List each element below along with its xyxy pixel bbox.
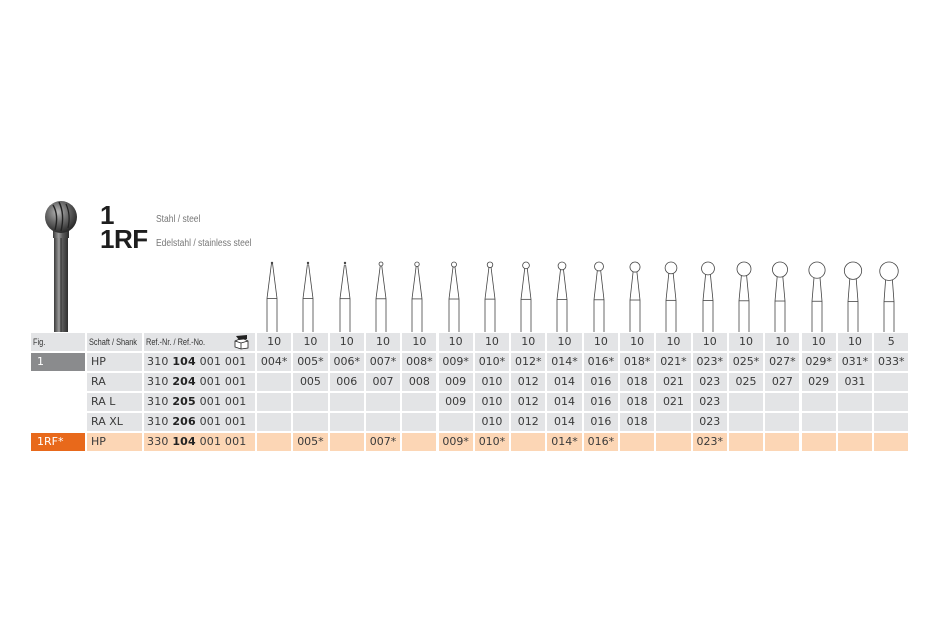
pack-quantity-005: 10 [293, 333, 327, 351]
ref-number-cell [144, 353, 255, 371]
bur-drawing-006 [329, 256, 361, 332]
size-cell-023: 023 [693, 393, 727, 411]
ref-prefix: 330 [147, 435, 169, 448]
size-cell-006 [330, 433, 364, 451]
size-cell-008 [402, 413, 436, 431]
bur-drawing-012 [510, 256, 542, 332]
ref-number-cell [144, 433, 255, 451]
size-cell-027 [765, 433, 799, 451]
pack-quantity-012: 10 [511, 333, 545, 351]
fig-cell [31, 413, 85, 431]
size-cell-029 [802, 393, 836, 411]
shank-cell: RA [87, 373, 142, 391]
ref-bold: 206 [172, 415, 196, 428]
size-cell-007: 007* [366, 353, 400, 371]
fig-cell: 1 [31, 353, 85, 371]
pack-quantity-016: 10 [584, 333, 618, 351]
size-cell-027 [765, 393, 799, 411]
ref-bold: 205 [172, 395, 196, 408]
size-cell-021: 021 [656, 373, 690, 391]
bur-drawing-009 [438, 256, 470, 332]
size-cell-025 [729, 433, 763, 451]
size-cell-006 [330, 393, 364, 411]
size-cell-006: 006 [330, 373, 364, 391]
pack-quantity-007: 10 [366, 333, 400, 351]
size-cell-007: 007 [366, 373, 400, 391]
bur-drawing-008 [401, 256, 433, 332]
header-shank: Schaft / Shank [87, 333, 142, 351]
size-cell-005 [293, 413, 327, 431]
pack-quantity-014: 10 [547, 333, 581, 351]
size-cell-006 [330, 413, 364, 431]
size-cell-031: 031* [838, 353, 872, 371]
size-cell-016: 016 [584, 413, 618, 431]
bur-drawing-027 [764, 256, 796, 332]
size-cell-033: 033* [874, 353, 908, 371]
pack-quantity-027: 10 [765, 333, 799, 351]
pack-quantity-010: 10 [475, 333, 509, 351]
size-cell-031 [838, 433, 872, 451]
size-cell-025: 025* [729, 353, 763, 371]
bur-drawing-033 [873, 256, 905, 332]
pack-quantity-025: 10 [729, 333, 763, 351]
size-cell-012: 012 [511, 413, 545, 431]
size-cell-008 [402, 433, 436, 451]
ref-suffix: 001 001 [199, 375, 247, 388]
size-cell-012: 012 [511, 373, 545, 391]
size-cell-018: 018 [620, 413, 654, 431]
ref-number-cell [144, 373, 255, 391]
size-cell-031: 031 [838, 373, 872, 391]
bur-drawing-029 [801, 256, 833, 332]
size-cell-031 [838, 413, 872, 431]
size-cell-016: 016 [584, 373, 618, 391]
size-cell-005 [293, 393, 327, 411]
bur-drawing-007 [365, 256, 397, 332]
size-cell-029 [802, 413, 836, 431]
size-cell-021 [656, 413, 690, 431]
pack-quantity-033: 5 [874, 333, 908, 351]
size-cell-023: 023 [693, 413, 727, 431]
bur-drawing-018 [619, 256, 651, 332]
figure-number-1: 1 [100, 200, 114, 230]
size-cell-009: 009 [439, 393, 473, 411]
pack-quantity-031: 10 [838, 333, 872, 351]
size-cell-025 [729, 393, 763, 411]
pack-quantity-029: 10 [802, 333, 836, 351]
size-cell-012: 012 [511, 393, 545, 411]
size-cell-012: 012* [511, 353, 545, 371]
bur-drawing-005 [292, 256, 324, 332]
size-cell-029: 029 [802, 373, 836, 391]
size-cell-007: 007* [366, 433, 400, 451]
fig-cell [31, 393, 85, 411]
size-cell-021: 021 [656, 393, 690, 411]
size-cell-004 [257, 393, 291, 411]
size-cell-027: 027* [765, 353, 799, 371]
ref-prefix: 310 [147, 415, 169, 428]
header-fig: Fig. [31, 333, 85, 351]
shank-cell: RA L [87, 393, 142, 411]
size-cell-033 [874, 413, 908, 431]
size-cell-031 [838, 393, 872, 411]
size-cell-008: 008 [402, 373, 436, 391]
bur-drawing-014 [546, 256, 578, 332]
size-cell-016: 016* [584, 353, 618, 371]
size-cell-025: 025 [729, 373, 763, 391]
size-cell-007 [366, 393, 400, 411]
pack-quantity-006: 10 [330, 333, 364, 351]
size-cell-033 [874, 393, 908, 411]
bur-drawing-010 [474, 256, 506, 332]
shank-cell: HP [87, 353, 142, 371]
fig-cell [31, 373, 85, 391]
ref-bold: 204 [172, 375, 196, 388]
bur-drawing-025 [728, 256, 760, 332]
size-cell-016: 016 [584, 393, 618, 411]
bur-drawing-004 [256, 256, 288, 332]
size-cell-023: 023* [693, 433, 727, 451]
package-quantity-icon [233, 334, 249, 350]
size-cell-014: 014* [547, 353, 581, 371]
fig-cell: 1RF* [31, 433, 85, 451]
table-header-row [31, 333, 911, 351]
table-row [31, 393, 911, 411]
size-cell-010: 010 [475, 413, 509, 431]
shank-cell: HP [87, 433, 142, 451]
size-cell-004: 004* [257, 353, 291, 371]
ref-bold: 104 [172, 435, 196, 448]
size-cell-008: 008* [402, 353, 436, 371]
size-cell-016: 016* [584, 433, 618, 451]
size-cell-009 [439, 413, 473, 431]
size-cell-010: 010 [475, 373, 509, 391]
figure-number-1rf: 1RF [100, 224, 148, 254]
size-cell-007 [366, 413, 400, 431]
pack-quantity-023: 10 [693, 333, 727, 351]
size-cell-018: 018 [620, 393, 654, 411]
size-cell-005: 005* [293, 353, 327, 371]
size-cell-029 [802, 433, 836, 451]
size-cell-005: 005* [293, 433, 327, 451]
size-cell-023: 023* [693, 353, 727, 371]
ref-suffix: 001 001 [199, 395, 247, 408]
size-cell-018: 018* [620, 353, 654, 371]
ref-number-cell [144, 393, 255, 411]
size-cell-004 [257, 413, 291, 431]
ref-suffix: 001 001 [199, 355, 247, 368]
shank-cell: RA XL [87, 413, 142, 431]
bur-drawing-031 [837, 256, 869, 332]
size-cell-023: 023 [693, 373, 727, 391]
size-cell-004 [257, 373, 291, 391]
ref-prefix: 310 [147, 355, 169, 368]
table-row [31, 433, 911, 451]
bur-drawing-021 [655, 256, 687, 332]
size-cell-021: 021* [656, 353, 690, 371]
size-cell-004 [257, 433, 291, 451]
size-cell-009: 009* [439, 353, 473, 371]
table-row [31, 413, 911, 431]
size-cell-010: 010* [475, 353, 509, 371]
pack-quantity-021: 10 [656, 333, 690, 351]
header-ref: Ref.-Nr. / Ref.-No. [144, 333, 255, 351]
size-cell-033 [874, 373, 908, 391]
pack-quantity-018: 10 [620, 333, 654, 351]
size-cell-010: 010 [475, 393, 509, 411]
bur-drawing-016 [583, 256, 615, 332]
size-cell-009: 009 [439, 373, 473, 391]
table-row [31, 373, 911, 391]
bur-drawing-023 [692, 256, 724, 332]
size-cell-008 [402, 393, 436, 411]
ref-prefix: 310 [147, 395, 169, 408]
pack-quantity-008: 10 [402, 333, 436, 351]
size-cell-025 [729, 413, 763, 431]
ref-prefix: 310 [147, 375, 169, 388]
size-cell-012 [511, 433, 545, 451]
size-cell-014: 014 [547, 393, 581, 411]
size-cell-014: 014 [547, 413, 581, 431]
size-cell-027 [765, 413, 799, 431]
material-stainless-steel: Edelstahl / stainless steel [156, 238, 252, 249]
size-cell-014: 014 [547, 373, 581, 391]
ref-number-cell [144, 413, 255, 431]
size-cell-033 [874, 433, 908, 451]
table-row [31, 353, 911, 371]
size-cell-029: 029* [802, 353, 836, 371]
pack-quantity-009: 10 [439, 333, 473, 351]
size-cell-006: 006* [330, 353, 364, 371]
size-cell-018: 018 [620, 373, 654, 391]
size-cell-005: 005 [293, 373, 327, 391]
ref-bold: 104 [172, 355, 196, 368]
size-cell-014: 014* [547, 433, 581, 451]
size-cell-027: 027 [765, 373, 799, 391]
pack-quantity-004: 10 [257, 333, 291, 351]
ref-suffix: 001 001 [199, 415, 247, 428]
material-steel: Stahl / steel [156, 214, 201, 225]
round-bur-photo [43, 200, 79, 332]
size-cell-010: 010* [475, 433, 509, 451]
size-cell-021 [656, 433, 690, 451]
ref-suffix: 001 001 [199, 435, 247, 448]
size-cell-018 [620, 433, 654, 451]
size-cell-009: 009* [439, 433, 473, 451]
